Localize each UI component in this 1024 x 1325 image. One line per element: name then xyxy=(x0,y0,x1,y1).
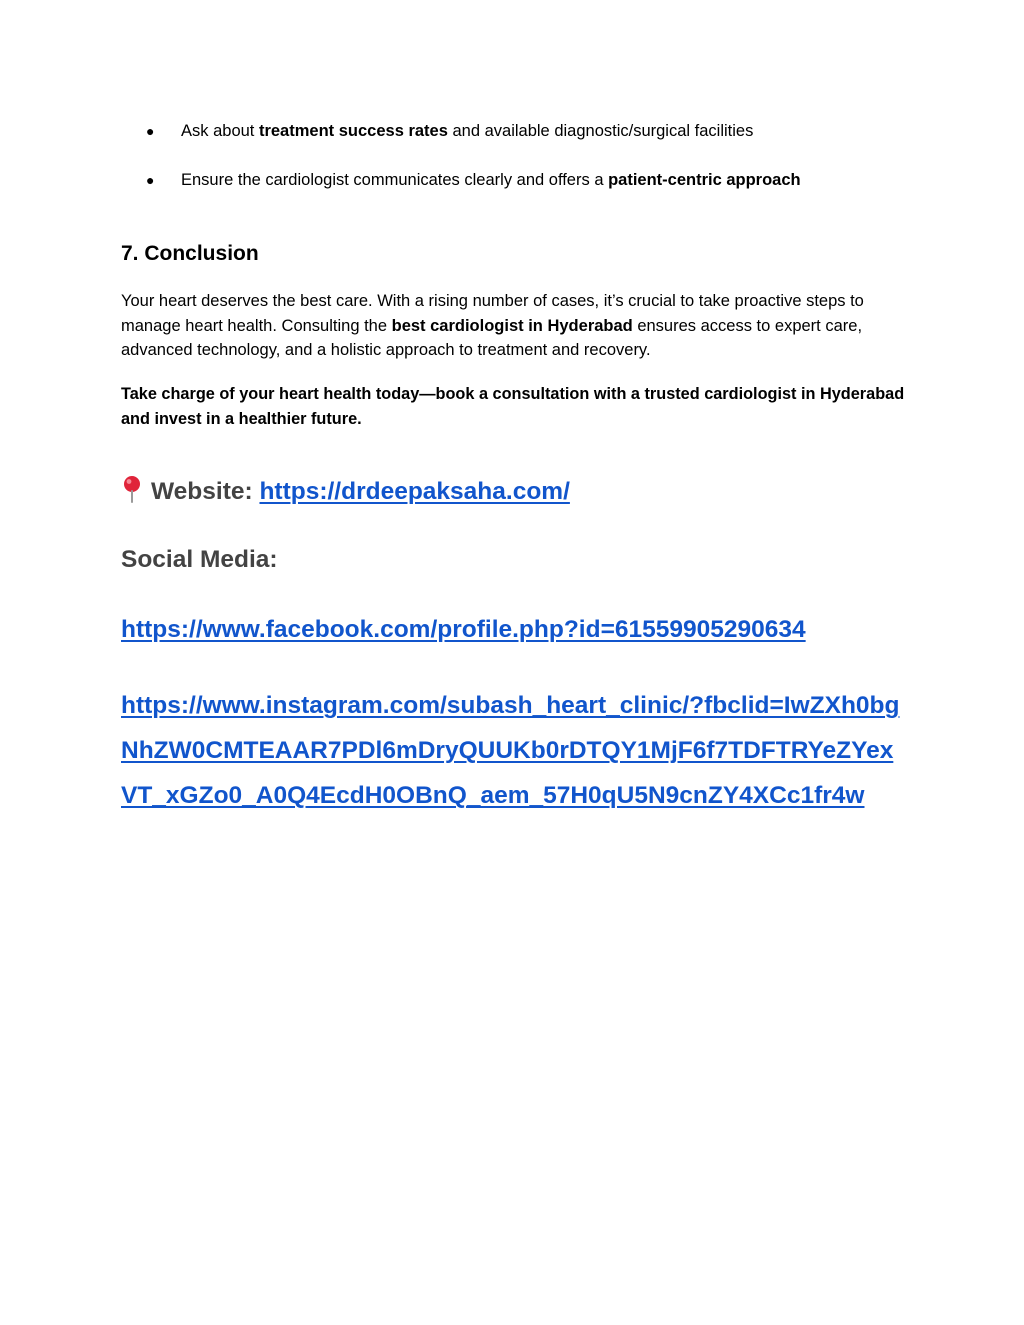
conclusion-paragraph xyxy=(121,289,906,363)
bullet-text-pre: Ask about xyxy=(181,122,259,140)
facebook-link[interactable]: https://www.facebook.com/profile.php?id=61559905290634 xyxy=(121,616,806,643)
bullet-icon: ● xyxy=(146,172,155,188)
bullet-text-post: and available diagnostic/surgical facilities xyxy=(447,122,754,140)
facebook-link-line xyxy=(121,614,921,646)
paragraph-text-post: ensures access to expert care, advanced technology, and a holistic approach to treatment and recovery. xyxy=(121,316,863,359)
website-link[interactable]: https://drdeepaksaha.com/ xyxy=(259,478,570,505)
bullet-list xyxy=(146,120,926,218)
bullet-text-bold: patient-centric approach xyxy=(608,171,801,189)
instagram-link[interactable]: https://www.instagram.com/subash_heart_clinic/?fbclid=IwZXh0bgNhZW0CMTEAAR7PDl6mDryQUUKb0rDTQY1MjF6f7TDFTRYeZYexVT_xGZo0_A0Q4EcdH0OBnQ_aem_57H0qU5N9cnZY4XCc1fr4w xyxy=(121,692,900,809)
paragraph-text-pre: Your heart deserves the best care. With a rising number of cases, it’s crucial to take proactive steps to manage heart health. Consulting the xyxy=(121,292,864,335)
instagram-link-line xyxy=(121,683,906,818)
paragraph-text-bold: best cardiologist in Hyderabad xyxy=(391,316,633,335)
list-item xyxy=(146,169,926,191)
conclusion-heading: 7. Conclusion xyxy=(121,242,259,265)
bullet-text-pre: Ensure the cardiologist communicates clearly and offers a xyxy=(181,171,609,189)
map-pin-icon xyxy=(121,475,143,503)
website-label: Website: xyxy=(151,478,260,505)
website-line xyxy=(121,475,570,508)
bullet-text-bold: treatment success rates xyxy=(258,122,448,140)
social-media-heading: Social Media: xyxy=(121,546,278,573)
list-item xyxy=(146,120,926,142)
call-to-action-paragraph: Take charge of your heart health today—book a consultation with a trusted cardiologist in Hyderabad and invest in a healthier future. xyxy=(121,385,905,428)
bullet-icon: ● xyxy=(146,123,155,139)
